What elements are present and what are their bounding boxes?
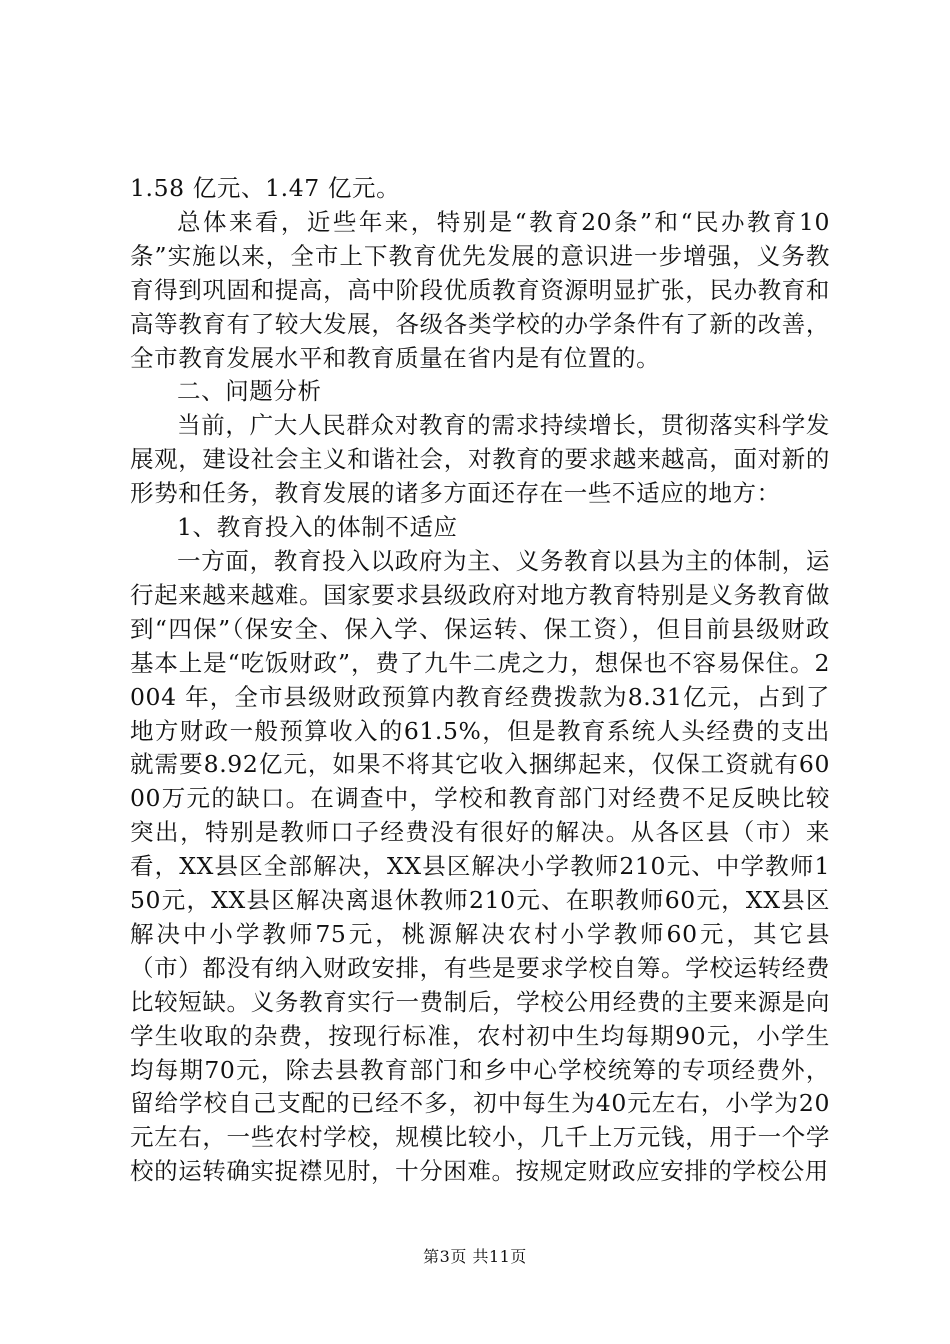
subsection-heading: 1、教育投入的体制不适应 <box>177 513 458 542</box>
paragraph: 当前，广大人民群众对教育的需求持续增长，贯彻落实科学发展观，建设社会主义和谐社会，对教育的要求越来越高，面对新的形势和任务，教育发展的诸多方面还存在一些不适应的地方： <box>130 411 830 508</box>
paragraph: 一方面，教育投入以政府为主、义务教育以县为主的体制，运行起来越来越难。国家要求县级政府对地方教育特别是义务教育做到“四保”（保安全、保入学、保运转、保工资），但目前县级财政基本上是“吃饭财政”，费了九牛二虎之力，想保也不容易保住。2004 年，全市县级财政预算内教育经费拨款为8.31亿元，占到了地方财政一般预算收入的61.5%，但是教育系统人头经费的支出就需要8.92亿元，如果不将其它收入捆绑起来，仅保工资就有6000万元的缺口。在调查中，学校和教育部门对经费不足反映比较突出，特别是教师口子经费没有很好的解决。从各区县（市）来看，XX县区全部解决，XX县区解决小学教师210元、中学教师150元，XX县区解决离退休教师210元、在职教师60元，XX县区解决中小学教师75元，桃源解决农村小学教师60元，其它县（市）都没有纳入财政安排，有些是要求学校自筹。学校运转经费比较短缺。义务教育实行一费制后，学校公用经费的主要来源是向学生收取的杂费，按现行标准，农村初中生均每期90元，小学生均每期70元，除去县教育部门和乡中心学校统筹的专项经费外，留给学校自己支配的已经不多，初中每生为40元左右，小学为20元左右，一些农村学校，规模比较小，几千上万元钱，用于一个学校的运转确实捉襟见肘，十分困难。按规定财政应安排的学校公用 <box>130 546 830 1186</box>
page-footer <box>0 1244 950 1267</box>
page-number: 第3页 共11页 <box>423 1247 527 1266</box>
document-body <box>130 172 830 1189</box>
section-heading: 二、问题分析 <box>177 377 322 406</box>
paragraph: 总体来看，近些年来，特别是“教育20条”和“民办教育10条”实施以来，全市上下教育优先发展的意识进一步增强，义务教育得到巩固和提高，高中阶段优质教育资源明显扩张，民办教育和高等教育有了较大发展，各级各类学校的办学条件有了新的改善，全市教育发展水平和教育质量在省内是有位置的。 <box>130 207 830 372</box>
paragraph: 1.58 亿元、1.47 亿元。 <box>130 174 401 202</box>
